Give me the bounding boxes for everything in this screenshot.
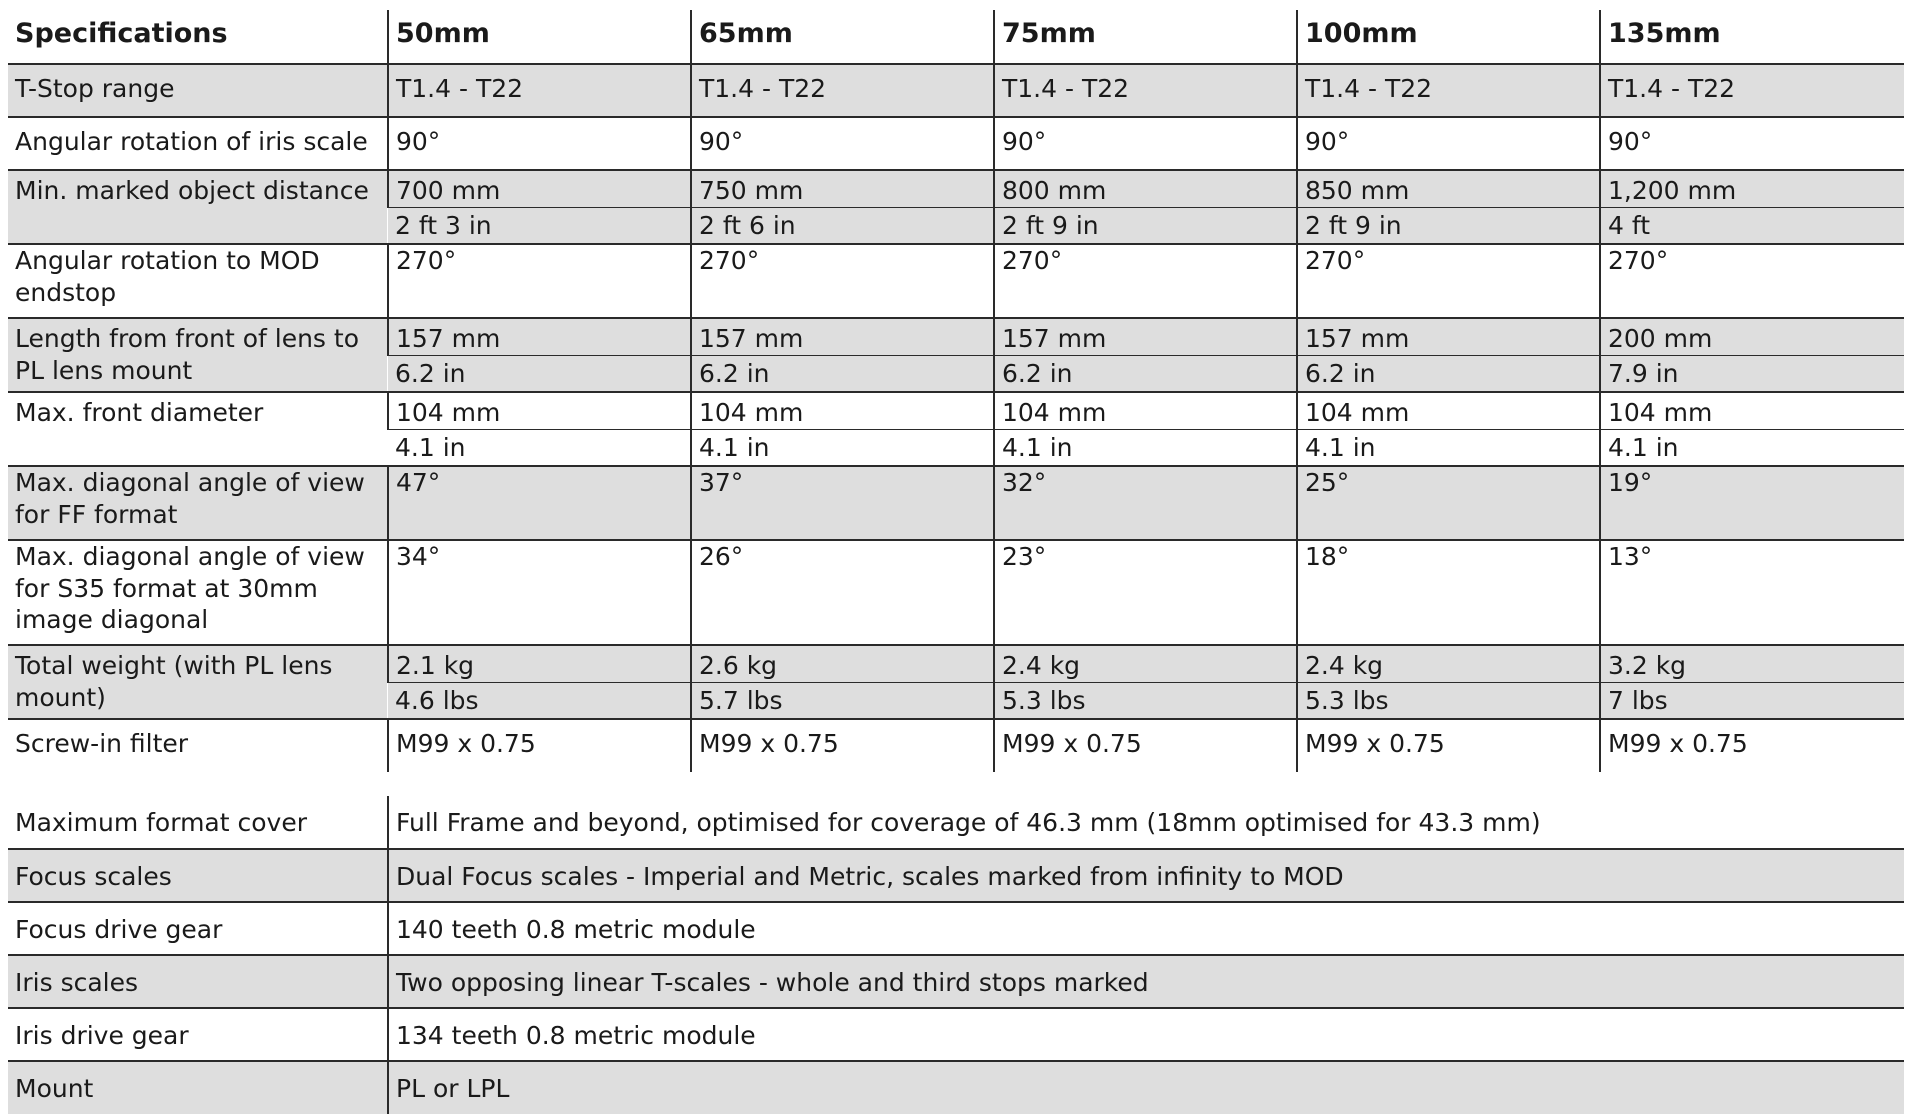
cell-value: 4.1 in — [691, 429, 994, 466]
cell-value: 5.3 lbs — [1297, 682, 1600, 719]
row-mod-rotation — [8, 244, 1904, 318]
cell-value: 37° — [691, 466, 994, 540]
cell-value: 26° — [691, 540, 994, 645]
cell-value: 5.3 lbs — [994, 682, 1297, 719]
cell-value: 90° — [388, 117, 691, 170]
general-row-iris-gear — [8, 1008, 1904, 1061]
cell-value: T1.4 - T22 — [994, 64, 1297, 117]
row-label: Angular rotation of iris scale — [8, 117, 388, 170]
row-tstop — [8, 64, 1904, 117]
cell-value: 7 lbs — [1600, 682, 1904, 719]
row-filter — [8, 719, 1904, 772]
cell-value: PL or LPL — [388, 1061, 1904, 1114]
cell-value: M99 x 0.75 — [388, 719, 691, 772]
cell-value: 6.2 in — [994, 355, 1297, 392]
header-100mm: 100mm — [1297, 10, 1600, 64]
cell-value: 4.6 lbs — [388, 682, 691, 719]
row-length-metric — [8, 318, 1904, 355]
spec-header-row — [8, 10, 1904, 64]
cell-value: 3.2 kg — [1600, 645, 1904, 682]
cell-value: 32° — [994, 466, 1297, 540]
cell-value: 140 teeth 0.8 metric module — [388, 902, 1904, 955]
cell-value: Two opposing linear T-scales - whole and third stops marked — [388, 955, 1904, 1008]
row-label: Length from front of lens to PL lens mount — [8, 318, 388, 392]
row-label: Focus drive gear — [8, 902, 388, 955]
cell-value: 13° — [1600, 540, 1904, 645]
row-label: Iris scales — [8, 955, 388, 1008]
cell-value: 2 ft 9 in — [1297, 207, 1600, 244]
cell-value: 4 ft — [1600, 207, 1904, 244]
general-row-focus-gear — [8, 902, 1904, 955]
row-iris-rotation — [8, 117, 1904, 170]
row-label: Max. diagonal angle of view for S35 format at 30mm image diagonal — [8, 540, 388, 645]
cell-value: 104 mm — [388, 392, 691, 429]
header-75mm: 75mm — [994, 10, 1297, 64]
cell-value: 2.6 kg — [691, 645, 994, 682]
cell-value: 2 ft 6 in — [691, 207, 994, 244]
cell-value: T1.4 - T22 — [691, 64, 994, 117]
cell-value: 6.2 in — [691, 355, 994, 392]
cell-value: 157 mm — [994, 318, 1297, 355]
cell-value: 4.1 in — [994, 429, 1297, 466]
cell-value: 47° — [388, 466, 691, 540]
header-65mm: 65mm — [691, 10, 994, 64]
lens-spec-table — [8, 10, 1904, 772]
cell-value: 104 mm — [691, 392, 994, 429]
row-label: Iris drive gear — [8, 1008, 388, 1061]
general-row-format-cover — [8, 796, 1904, 849]
cell-value: 2 ft 3 in — [388, 207, 691, 244]
cell-value: Full Frame and beyond, optimised for coverage of 46.3 mm (18mm optimised for 43.3 mm) — [388, 796, 1904, 849]
header-135mm: 135mm — [1600, 10, 1904, 64]
cell-value: 90° — [691, 117, 994, 170]
cell-value: 5.7 lbs — [691, 682, 994, 719]
row-label: Min. marked object distance — [8, 170, 388, 244]
cell-value: 800 mm — [994, 170, 1297, 207]
cell-value: 4.1 in — [388, 429, 691, 466]
cell-value: M99 x 0.75 — [1297, 719, 1600, 772]
cell-value: 7.9 in — [1600, 355, 1904, 392]
cell-value: 25° — [1297, 466, 1600, 540]
general-row-iris-scales — [8, 955, 1904, 1008]
cell-value: 270° — [994, 244, 1297, 318]
cell-value: 270° — [1297, 244, 1600, 318]
cell-value: 270° — [691, 244, 994, 318]
cell-value: 34° — [388, 540, 691, 645]
general-spec-table — [8, 796, 1904, 1114]
row-label: Screw-in filter — [15, 729, 189, 758]
cell-value: 19° — [1600, 466, 1904, 540]
cell-value: 104 mm — [1600, 392, 1904, 429]
spec-sheet — [8, 10, 1904, 1114]
cell-value: 157 mm — [388, 318, 691, 355]
cell-value: 270° — [388, 244, 691, 318]
row-label: Angular rotation to MOD endstop — [8, 244, 388, 318]
cell-value: 2.4 kg — [1297, 645, 1600, 682]
cell-value: 6.2 in — [388, 355, 691, 392]
cell-value: 90° — [994, 117, 1297, 170]
row-label: Max. front diameter — [8, 392, 388, 466]
row-weight-metric — [8, 645, 1904, 682]
row-label: Mount — [8, 1061, 388, 1114]
header-50mm: 50mm — [388, 10, 691, 64]
cell-value: T1.4 - T22 — [388, 64, 691, 117]
general-row-mount — [8, 1061, 1904, 1114]
cell-value: 18° — [1297, 540, 1600, 645]
row-mod-metric — [8, 170, 1904, 207]
cell-value: 850 mm — [1297, 170, 1600, 207]
cell-value: 90° — [1297, 117, 1600, 170]
general-row-focus-scales — [8, 849, 1904, 902]
cell-value: 6.2 in — [1297, 355, 1600, 392]
cell-value: 270° — [1600, 244, 1904, 318]
row-diameter-metric — [8, 392, 1904, 429]
cell-value: 90° — [1600, 117, 1904, 170]
cell-value: T1.4 - T22 — [1600, 64, 1904, 117]
cell-value: Dual Focus scales - Imperial and Metric, scales marked from infinity to MOD — [388, 849, 1904, 902]
cell-value: 23° — [994, 540, 1297, 645]
header-specifications: Specifications — [8, 10, 388, 64]
cell-value: 4.1 in — [1600, 429, 1904, 466]
cell-value: M99 x 0.75 — [691, 719, 994, 772]
cell-value: 2.1 kg — [388, 645, 691, 682]
cell-value: T1.4 - T22 — [1297, 64, 1600, 117]
cell-value: 157 mm — [1297, 318, 1600, 355]
cell-value: M99 x 0.75 — [994, 719, 1297, 772]
row-label: Total weight (with PL lens mount) — [8, 645, 388, 719]
row-label: Max. diagonal angle of view for FF format — [8, 466, 388, 540]
cell-value: 2 ft 9 in — [994, 207, 1297, 244]
row-label: Maximum format cover — [8, 796, 388, 849]
cell-value: 750 mm — [691, 170, 994, 207]
cell-value: 2.4 kg — [994, 645, 1297, 682]
cell-value: 700 mm — [388, 170, 691, 207]
cell-value: 157 mm — [691, 318, 994, 355]
cell-value: 104 mm — [994, 392, 1297, 429]
cell-value: 4.1 in — [1297, 429, 1600, 466]
table-gap — [8, 772, 1904, 796]
row-label: Focus scales — [8, 849, 388, 902]
cell-value: 1,200 mm — [1600, 170, 1904, 207]
row-aov-ff — [8, 466, 1904, 540]
cell-value: 200 mm — [1600, 318, 1904, 355]
cell-value: 134 teeth 0.8 metric module — [388, 1008, 1904, 1061]
cell-value: M99 x 0.75 — [1600, 719, 1904, 772]
row-aov-s35 — [8, 540, 1904, 645]
row-label: T-Stop range — [8, 64, 388, 117]
cell-value: 104 mm — [1297, 392, 1600, 429]
